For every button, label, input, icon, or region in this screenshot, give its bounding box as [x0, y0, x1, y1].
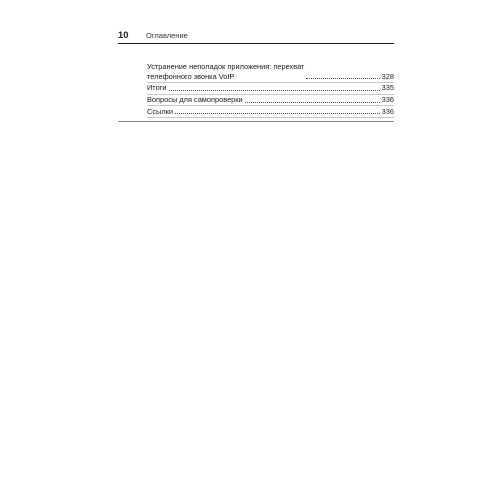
page-ref: 335: [381, 83, 394, 93]
dot-leader: [175, 113, 380, 114]
page-ref: 336: [381, 95, 394, 105]
entry-title: Вопросы для самопроверки: [147, 95, 243, 105]
entry-divider: [147, 117, 394, 118]
page-number: 10: [118, 30, 129, 41]
toc-entry: [147, 83, 394, 93]
entry-title: [147, 62, 304, 81]
entry-title: Итоги: [147, 83, 167, 93]
page-header: [118, 30, 394, 44]
toc-entry: [147, 107, 394, 117]
dot-leader: [169, 90, 380, 91]
page-ref: 336: [381, 106, 394, 116]
dot-leader: [245, 102, 380, 103]
entry-title-line: Устранение неполадок приложения: перехват: [147, 62, 305, 71]
toc-entry: [147, 62, 394, 81]
dot-leader: [306, 78, 379, 79]
page-ref: 328: [381, 71, 394, 81]
entry-title-line: телефонного звонка VoIP: [147, 71, 235, 81]
toc-entry: [147, 95, 394, 105]
running-title: Оглавление: [146, 31, 188, 40]
chapter-divider: [118, 121, 394, 122]
entry-title: Ссылки: [147, 106, 174, 116]
